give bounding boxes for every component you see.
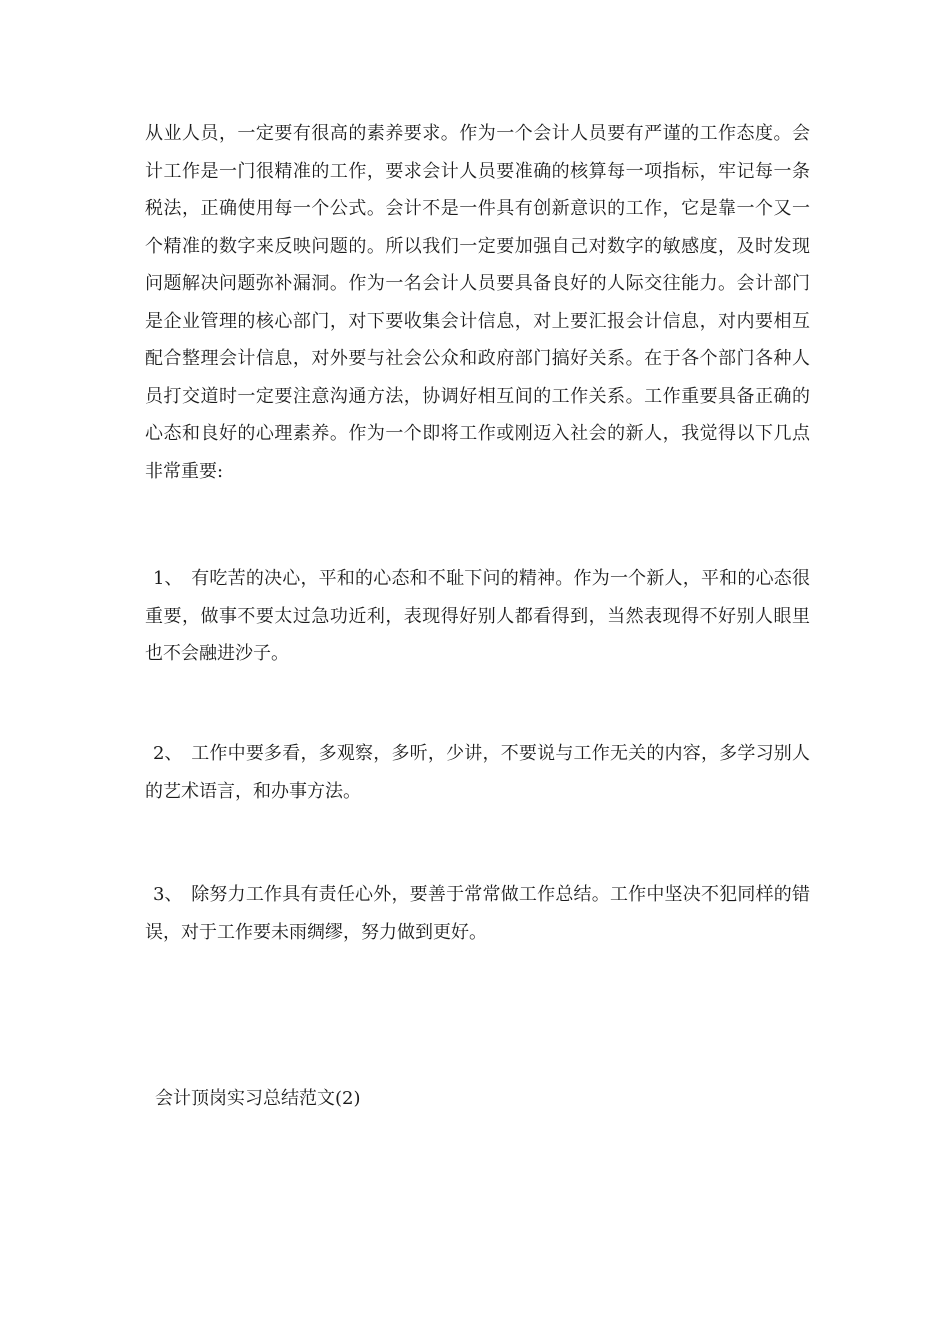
intro-paragraph: 从业人员，一定要有很高的素养要求。作为一个会计人员要有严谨的工作态度。会计工作是一门很精准的工作，要求会计人员要准确的核算每一项指标，牢记每一条税法，正确使用每一个公式。会计不是一件具有创新意识的工作，它是靠一个又一个精准的数字来反映问题的。所以我们一定要加强自己对数字的敏感度，及时发现问题解决问题弥补漏洞。作为一名会计人员要具备良好的人际交往能力。会计部门是企业管理的核心部门，对下要收集会计信息，对上要汇报会计信息，对内要相互配合整理会计信息，对外要与社会公众和政府部门搞好关系。在于各个部门各种人员打交道时一定要注意沟通方法，协调好相互间的工作关系。工作重要具备正确的心态和良好的心理素养。作为一个即将工作或刚迈入社会的新人，我觉得以下几点非常重要:	[145, 123, 810, 482]
list-item-number: 3、	[153, 884, 183, 905]
list-item-2	[145, 735, 810, 810]
list-item-text: 工作中要多看，多观察，多听，少讲，不要说与工作无关的内容，多学习别人的艺术语言，和办事方法。	[145, 743, 810, 802]
section-heading: 会计顶岗实习总结范文(2)	[155, 1088, 361, 1109]
list-item-1	[145, 560, 810, 673]
list-item-number: 2、	[153, 743, 183, 764]
list-item-3	[145, 876, 810, 951]
list-item-text: 除努力工作具有责任心外，要善于常常做工作总结。工作中坚决不犯同样的错误，对于工作要未雨绸缪，努力做到更好。	[145, 884, 810, 943]
list-item-number: 1、	[153, 568, 183, 589]
list-item-text: 有吃苦的决心，平和的心态和不耻下问的精神。作为一个新人，平和的心态很重要，做事不要太过急功近利，表现得好别人都看得到，当然表现得不好别人眼里也不会融进沙子。	[145, 568, 810, 664]
